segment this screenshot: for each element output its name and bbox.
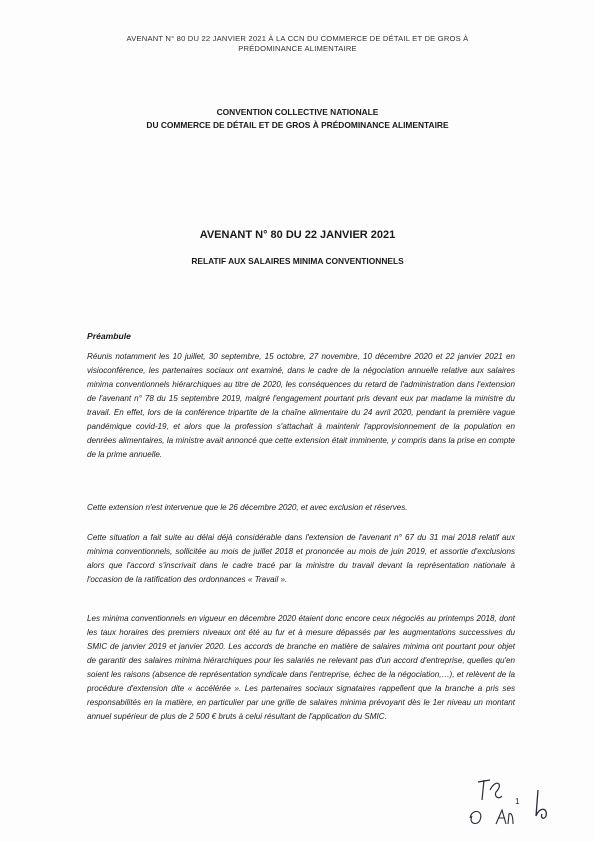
page-number: 1	[515, 797, 520, 806]
convention-title	[60, 106, 535, 132]
preambule-paragraph-1: Réunis notamment les 10 juillet, 30 septembre, 15 octobre, 27 novembre, 10 décembre 2020 et 22 janvier 2021 en visioconférence, les partenaires sociaux ont examiné, dans le cadre de la négociation annuelle relative aux salaires minima conventionnels hiérarchiques au titre de 2020, les conséquences du retard de l'administration dans l'extension de l'avenant n° 78 du 15 septembre 2019, malgré l'engagement pourtant pris devant eux par madame la ministre du travail. En effet, lors de la conférence tripartite de la chaîne alimentaire du 24 avril 2020, pendant la première vague pandémique covid-19, et alors que la profession s'attachait à maintenir l'approvisionnement de la population en denrées alimentaires, la ministre avait annoncé que cette extension était imminente, y compris dans la prise en compte de la prime annuelle.	[87, 352, 515, 459]
running-header-line-2: PRÉDOMINANCE ALIMENTAIRE	[238, 44, 357, 53]
running-header-line-1: AVENANT N° 80 DU 22 JANVIER 2021 À LA CCN DU COMMERCE DE DÉTAIL ET DE GROS À	[126, 34, 469, 43]
avenant-subject: RELATIF AUX SALAIRES MINIMA CONVENTIONNELS	[191, 256, 404, 266]
preambule-heading: Préambule	[87, 331, 131, 341]
convention-title-line-1: CONVENTION COLLECTIVE NATIONALE	[216, 107, 379, 117]
handwritten-initials	[460, 770, 560, 830]
convention-title-line-2: DU COMMERCE DE DÉTAIL ET DE GROS À PRÉDOMINANCE ALIMENTAIRE	[146, 120, 449, 130]
running-header	[60, 34, 535, 54]
preambule-paragraph-4: Les minima conventionnels en vigueur en décembre 2020 étaient donc encore ceux négociés au printemps 2018, dont les taux horaires des premiers niveaux ont été au fur et à mesure dépassés par les augmentations successives du SMIC de janvier 2019 et janvier 2020. Les accords de branche en matière de salaires minima ont pourtant pour objet de garantir des salaires minima hiérarchiques pour les salariés ne relevant pas d'un accord d'entreprise, quelles qu'en soient les raisons (absence de représentation syndicale dans l'entreprise, échec de la négociation,…), et relèvent de la procédure d'extension dite « accélérée ». Les partenaires sociaux signataires rappellent que la branche a pris ses responsabilités en la matière, en particulier par une grille de salaires minima prévoyant dès le 1er niveau un montant annuel supérieur de plus de 2 500 € bruts à celui résultant de l'application du SMIC.	[87, 614, 515, 721]
avenant-title: AVENANT N° 80 DU 22 JANVIER 2021	[199, 229, 396, 241]
preambule-paragraph-2: Cette extension n'est intervenue que le 26 décembre 2020, et avec exclusion et réserves.	[87, 503, 408, 512]
preambule-paragraph-3: Cette situation a fait suite au délai déjà considérable dans l'extension de l'avenant n° 67 du 31 mai 2018 relatif aux minima conventionnels, sollicitée au mois de juillet 2018 et prononcée au mois de juin 2019, et assortie d'exclusions alors que l'accord s'inscrivait dans le cadre tracé par la ministre du travail devant la représentation nationale à l'occasion de la ratification des ordonnances « Travail ».	[87, 533, 515, 584]
